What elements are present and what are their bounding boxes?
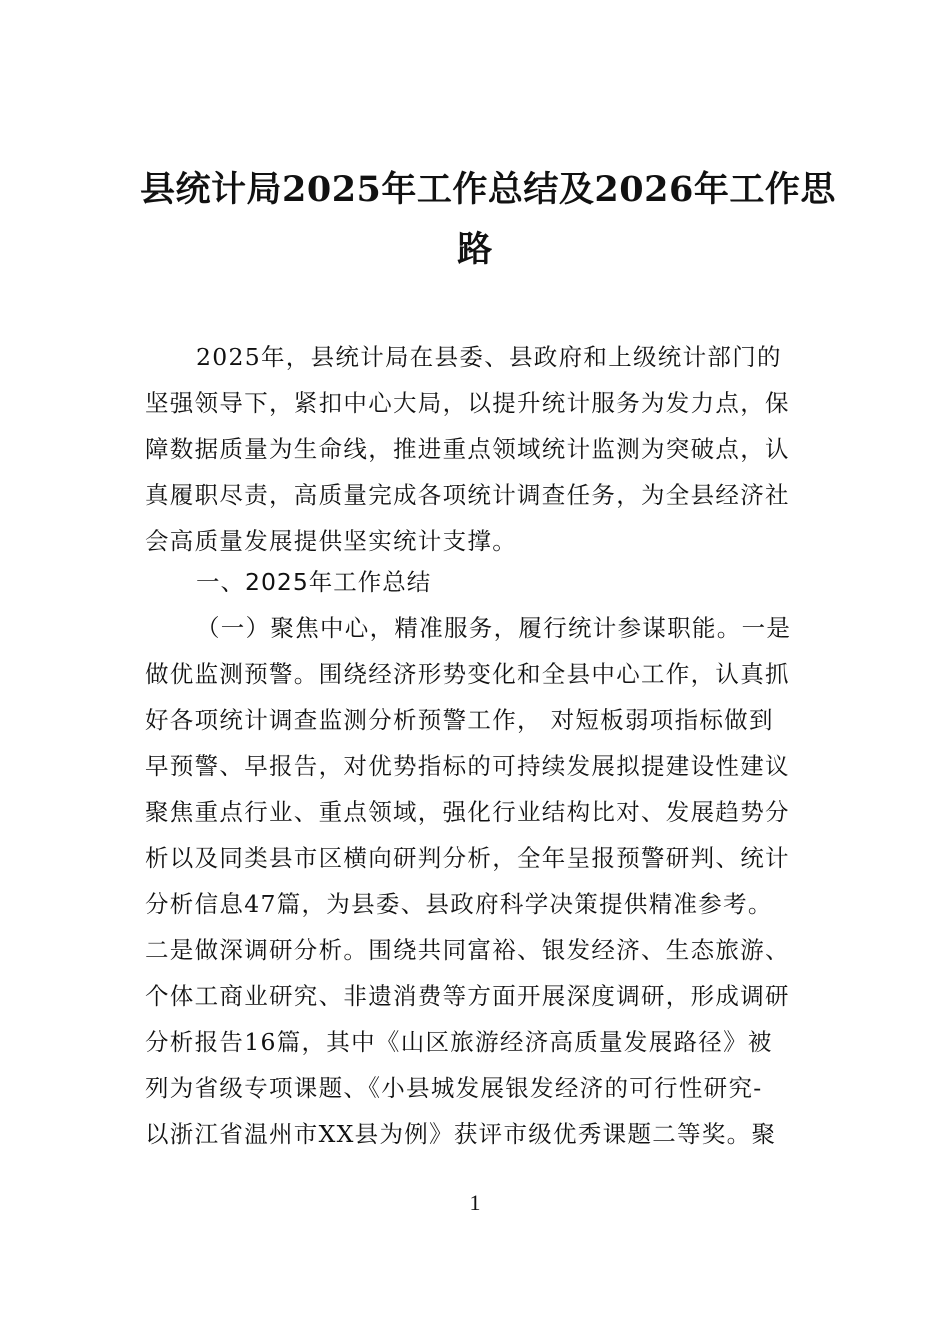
intro-line-5: 会高质量发展提供坚实统计支撑。 — [145, 527, 517, 555]
section-heading: 一、2025年工作总结 — [196, 568, 432, 596]
intro-line-2: 坚强领导下，紧扣中心大局，以提升统计服务为发力点，保 — [145, 389, 790, 417]
section-line-4: 早预警、早报告，对优势指标的可持续发展拟提建设性建议 — [145, 752, 790, 780]
section-line-2: 做优监测预警。围绕经济形势变化和全县中心工作，认真抓 — [145, 660, 790, 688]
section-line-7: 分析信息47篇，为县委、县政府科学决策提供精准参考。 — [145, 890, 773, 918]
section-line-5: 聚焦重点行业、重点领域，强化行业结构比对、发展趋势分 — [145, 798, 790, 826]
page-number: 1 — [469, 1190, 481, 1215]
page-title — [140, 160, 836, 280]
section-line-6: 析以及同类县市区横向研判分析，全年呈报预警研判、统计 — [145, 844, 790, 872]
section-line-11: 列为省级专项课题、《小县城发展银发经济的可行性研究- — [145, 1074, 763, 1102]
section-line-12: 以浙江省温州市XX县为例》获评市级优秀课题二等奖。聚 — [145, 1120, 777, 1148]
section-line-10: 分析报告16篇，其中《山区旅游经济高质量发展路径》被 — [145, 1028, 773, 1056]
intro-line-3: 障数据质量为生命线，推进重点领域统计监测为突破点，认 — [145, 435, 790, 463]
section-line-9: 个体工商业研究、非遗消费等方面开展深度调研，形成调研 — [145, 982, 790, 1010]
section-line-3: 好各项统计调查监测分析预警工作， 对短板弱项指标做到 — [145, 706, 774, 734]
intro-line-1: 2025年，县统计局在县委、县政府和上级统计部门的 — [196, 343, 782, 371]
section-line-8: 二是做深调研分析。围绕共同富裕、银发经济、生态旅游、 — [145, 936, 790, 964]
section-line-1: （一）聚焦中心，精准服务，履行统计参谋职能。一是 — [196, 614, 792, 642]
intro-line-4: 真履职尽责，高质量完成各项统计调查任务，为全县经济社 — [145, 481, 790, 509]
title-line-2: 路 — [457, 229, 493, 270]
title-line-1: 县统计局2025年工作总结及2026年工作思 — [140, 169, 836, 210]
